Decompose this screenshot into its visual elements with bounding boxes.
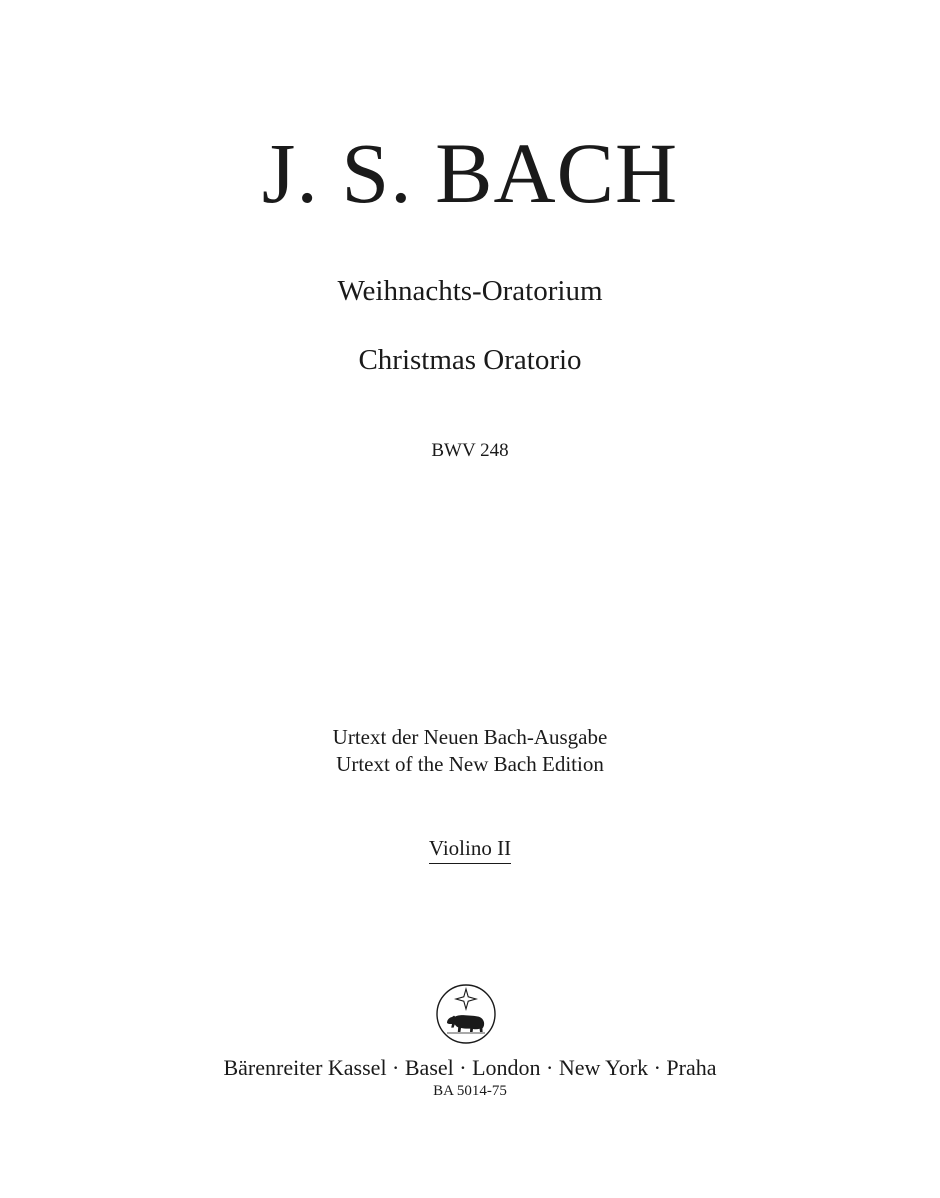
edition-number: BA 5014-75 <box>433 1083 507 1099</box>
work-title-german: Weihnachts-Oratorium <box>337 275 603 307</box>
part-label <box>0 834 940 864</box>
catalog-number: BWV 248 <box>431 440 509 461</box>
urtext-note-english: Urtext of the New Bach Edition <box>336 752 604 776</box>
publisher-cities: Bärenreiter Kassel · Basel · London · New York · Praha <box>223 1055 717 1080</box>
baerenreiter-bear-star-logo-icon <box>435 983 497 1045</box>
part-name: Violino II <box>429 834 511 864</box>
work-title-english: Christmas Oratorio <box>358 344 582 376</box>
urtext-note-german: Urtext der Neuen Bach-Ausgabe <box>332 725 608 749</box>
composer-name: J. S. BACH <box>261 125 679 221</box>
